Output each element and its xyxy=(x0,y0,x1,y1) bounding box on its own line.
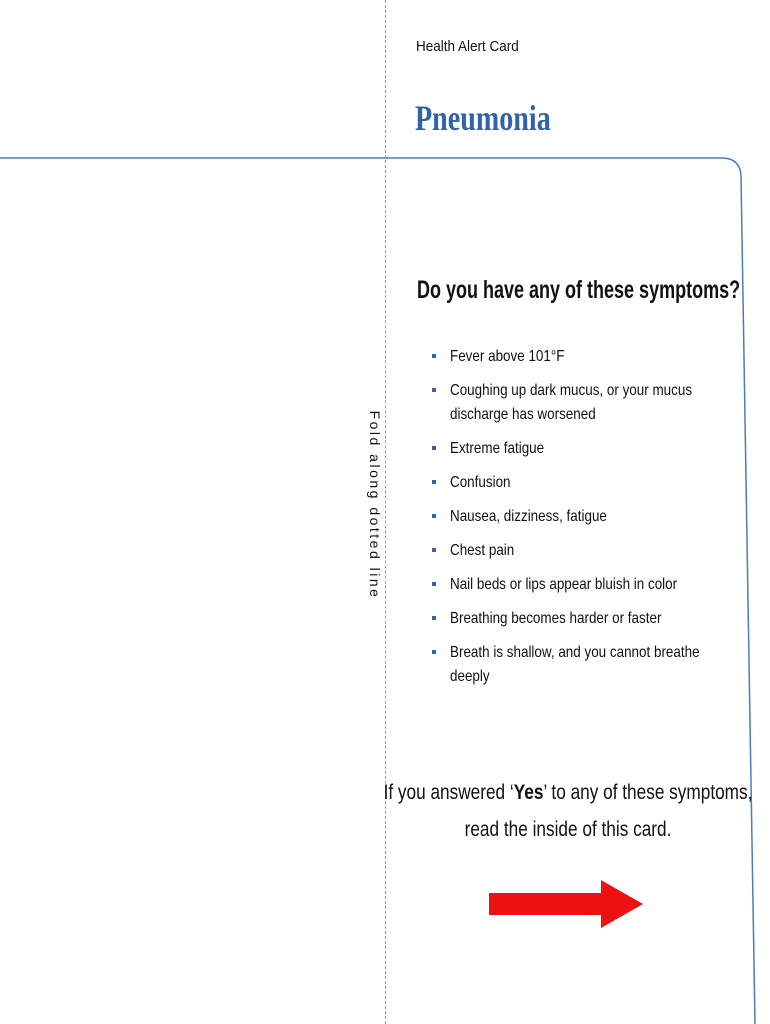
bullet-icon xyxy=(432,514,436,518)
page-title: Pneumonia xyxy=(415,98,551,138)
symptoms-question: Do you have any of these symptoms? xyxy=(417,276,741,304)
symptom-text: Fever above 101°F xyxy=(450,348,565,365)
list-item xyxy=(430,607,760,631)
list-item xyxy=(430,505,760,529)
bullet-icon xyxy=(432,582,436,586)
bullet-icon xyxy=(432,446,436,450)
instruction-suffix: ’ to any of these symptoms, xyxy=(543,781,753,804)
card-label: Health Alert Card xyxy=(416,38,519,55)
symptom-text: Nausea, dizziness, fatigue xyxy=(450,508,607,525)
list-item xyxy=(430,437,760,461)
symptom-text: Extreme fatigue xyxy=(450,440,545,457)
bullet-icon xyxy=(432,354,436,358)
right-arrow-icon xyxy=(487,878,647,930)
instruction-line-2: read the inside of this card. xyxy=(464,818,672,841)
list-item xyxy=(430,539,760,563)
instruction-prefix: If you answered ‘ xyxy=(383,781,514,804)
list-item xyxy=(430,345,760,369)
symptom-text: Confusion xyxy=(450,474,511,491)
list-item xyxy=(430,573,760,597)
instruction-line-1 xyxy=(384,781,753,805)
list-item xyxy=(430,379,760,427)
symptom-text: Nail beds or lips appear bluish in color xyxy=(450,576,678,593)
bullet-icon xyxy=(432,616,436,620)
fold-instruction: Fold along dotted line xyxy=(367,410,383,600)
list-item xyxy=(430,471,760,495)
bullet-icon xyxy=(432,388,436,392)
symptom-text: Breath is shallow, and you cannot breathe deeply xyxy=(450,644,700,685)
list-item xyxy=(430,641,760,689)
bullet-icon xyxy=(432,480,436,484)
bullet-icon xyxy=(432,548,436,552)
instruction-yes: Yes xyxy=(513,781,544,804)
symptom-text: Coughing up dark mucus, or your mucus discharge has worsened xyxy=(450,382,693,423)
bullet-icon xyxy=(432,650,436,654)
symptom-text: Breathing becomes harder or faster xyxy=(450,610,662,627)
symptom-text: Chest pain xyxy=(450,542,515,559)
